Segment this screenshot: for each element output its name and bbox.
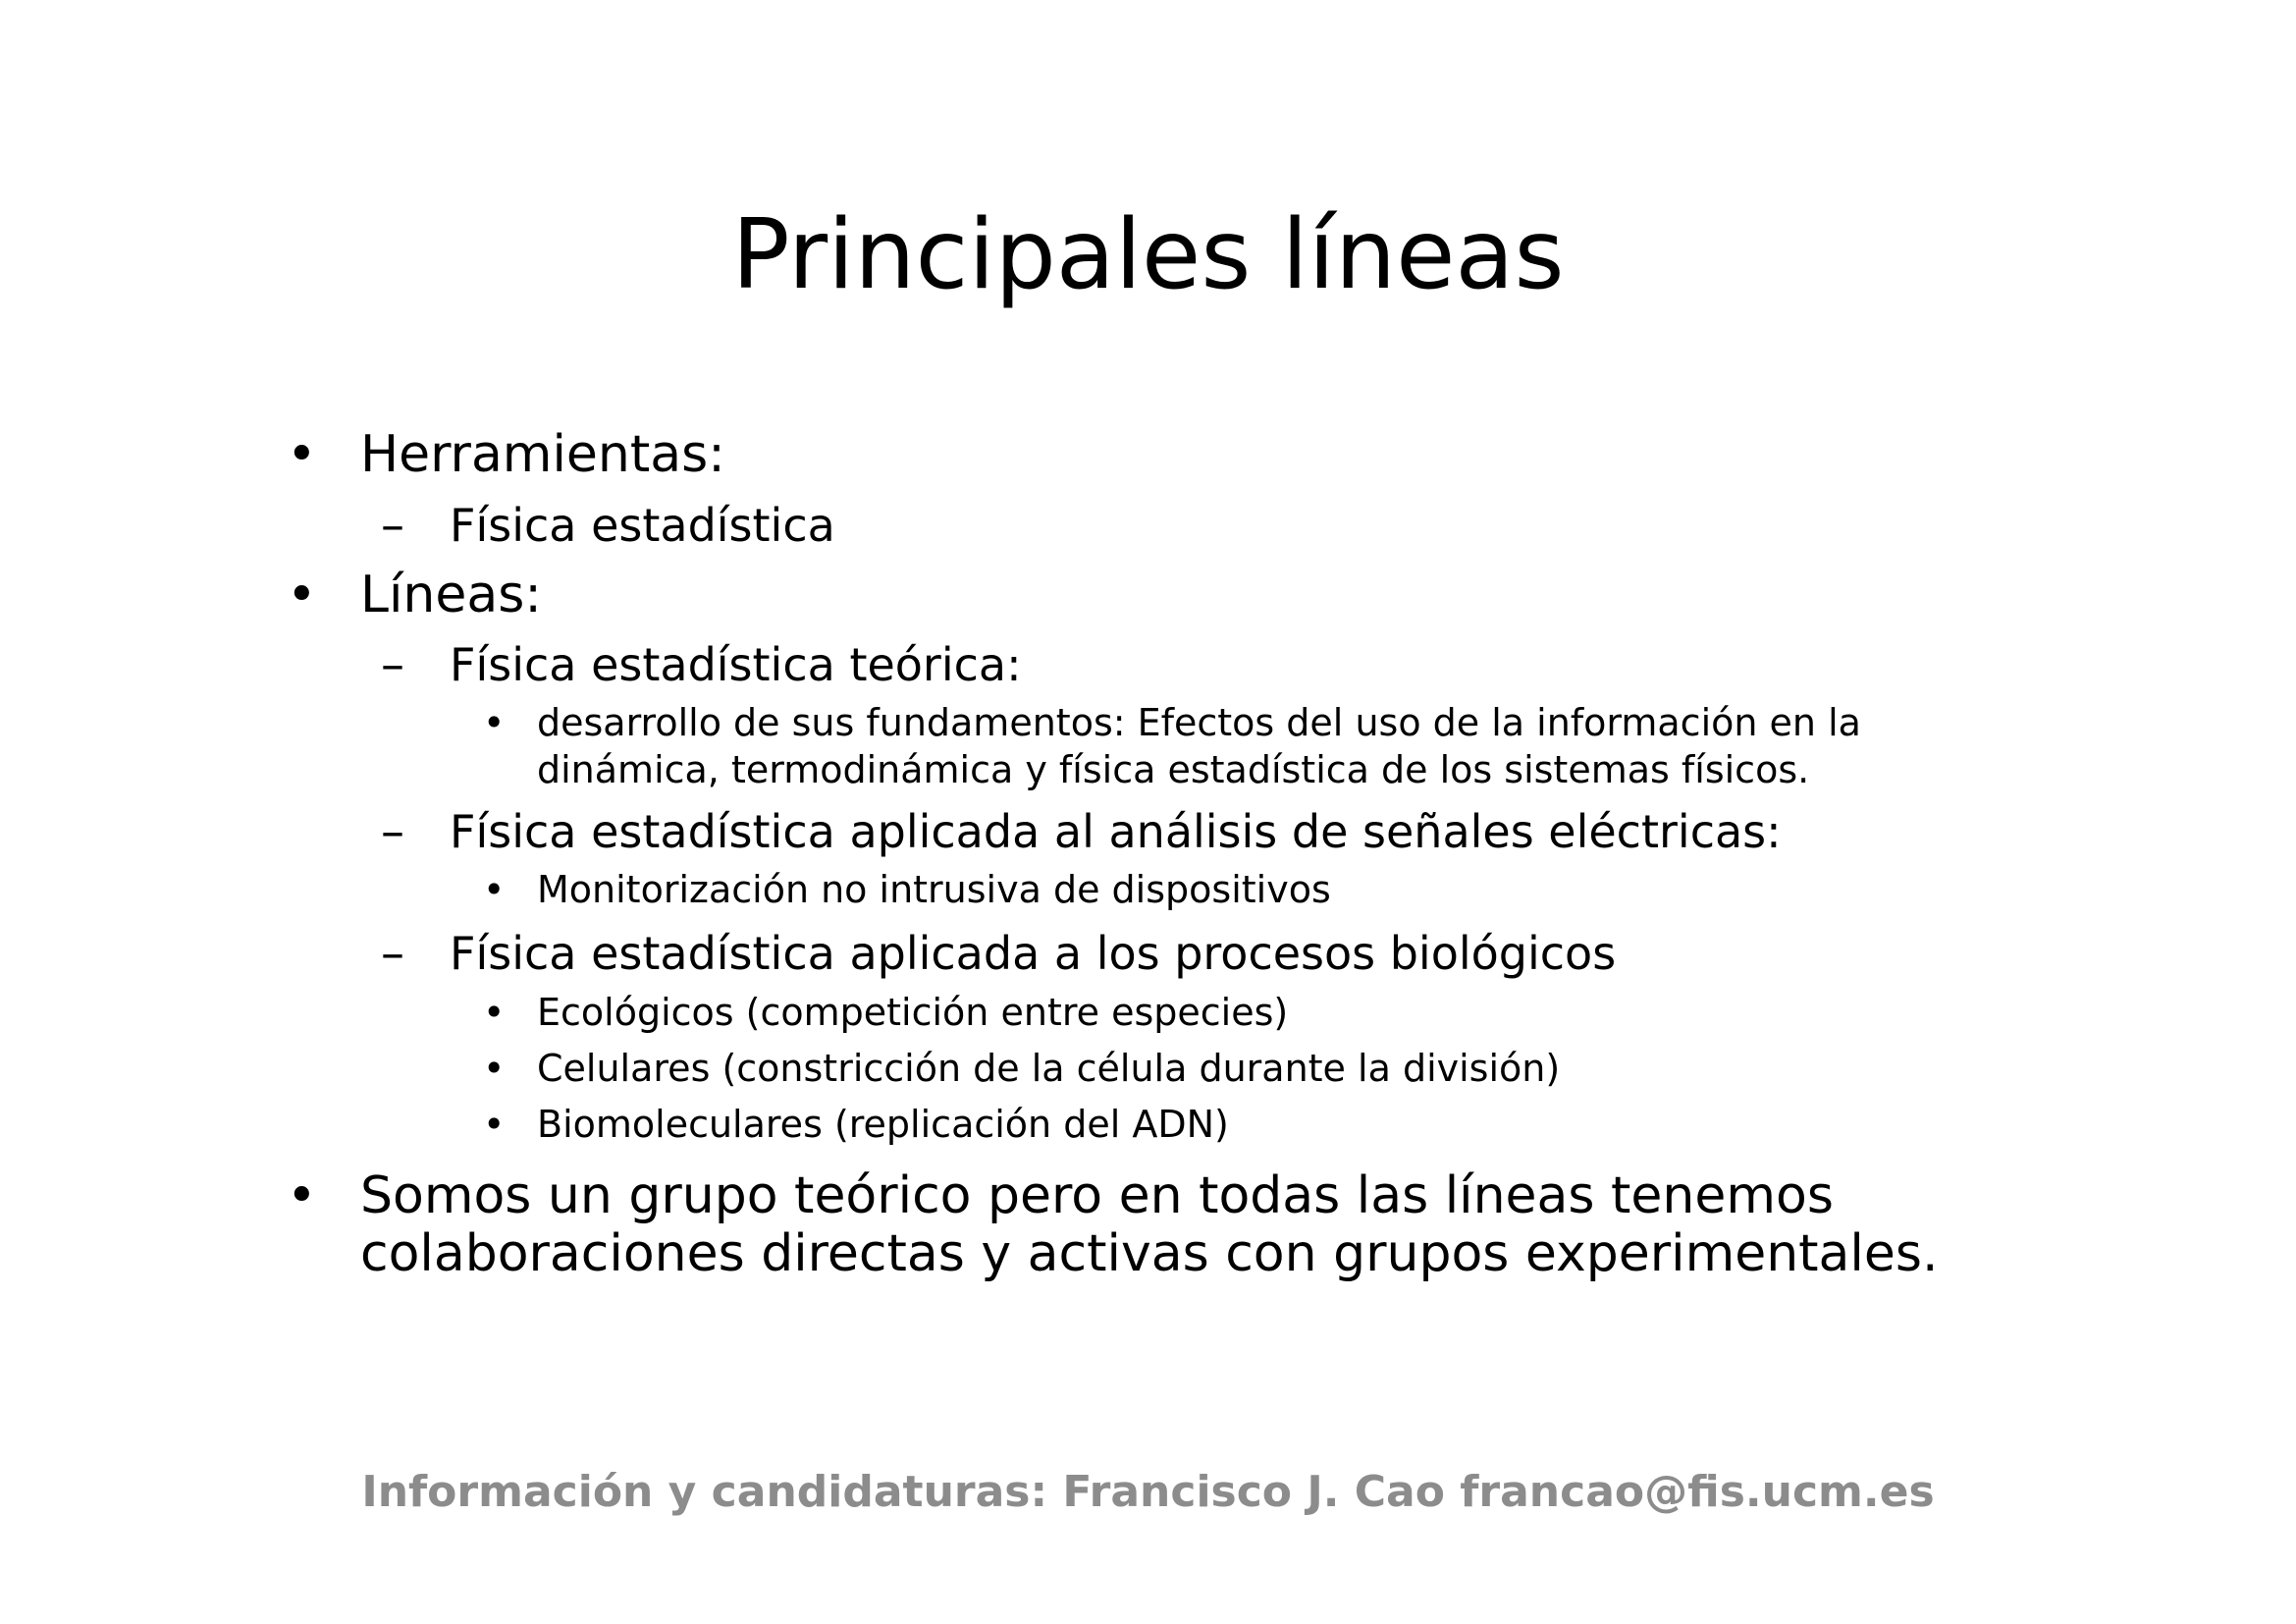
- dash-marker: –: [381, 926, 404, 981]
- bullet-marker: •: [287, 566, 317, 624]
- bullet-text-line1: Somos un grupo teórico pero en todas las líneas tenemos: [360, 1166, 1834, 1225]
- sub-bullet-text: Física estadística aplicada a los procesos biológicos: [450, 927, 1617, 980]
- bullet-marker: •: [483, 868, 506, 911]
- slide-title: Principales líneas: [731, 199, 1565, 311]
- dash-marker: –: [381, 637, 404, 692]
- bullet-text: Herramientas:: [360, 425, 725, 484]
- bullet-marker: •: [483, 1103, 506, 1146]
- item-text: Monitorización no intrusiva de dispositivos: [537, 868, 1331, 911]
- bullet-marker: •: [483, 991, 506, 1034]
- sub-bullet-text: Física estadística: [450, 499, 835, 552]
- dash-marker: –: [381, 804, 404, 859]
- item-text-line2: dinámica, termodinámica y física estadística de los sistemas físicos.: [537, 748, 1810, 791]
- bullet-marker: •: [483, 1047, 506, 1090]
- sub-bullet-text: Física estadística aplicada al análisis de señales eléctricas:: [450, 805, 1782, 858]
- item-text-line1: desarrollo de sus fundamentos: Efectos del uso de la información en la: [537, 701, 1861, 744]
- item-text: Biomoleculares (replicación del ADN): [537, 1103, 1229, 1146]
- item-text: Ecológicos (competición entre especies): [537, 991, 1289, 1034]
- sub-bullet-text: Física estadística teórica:: [450, 638, 1022, 691]
- footer-contact: Información y candidaturas: Francisco J. Cao francao@fis.ucm.es: [361, 1467, 1935, 1517]
- bullet-marker: •: [287, 425, 317, 484]
- dash-marker: –: [381, 498, 404, 553]
- bullet-text: Líneas:: [360, 566, 542, 624]
- bullet-marker: •: [287, 1166, 317, 1225]
- item-text: Celulares (constricción de la célula durante la división): [537, 1047, 1561, 1090]
- bullet-marker: •: [483, 701, 506, 744]
- bullet-text-line2: colaboraciones directas y activas con grupos experimentales.: [360, 1224, 1939, 1283]
